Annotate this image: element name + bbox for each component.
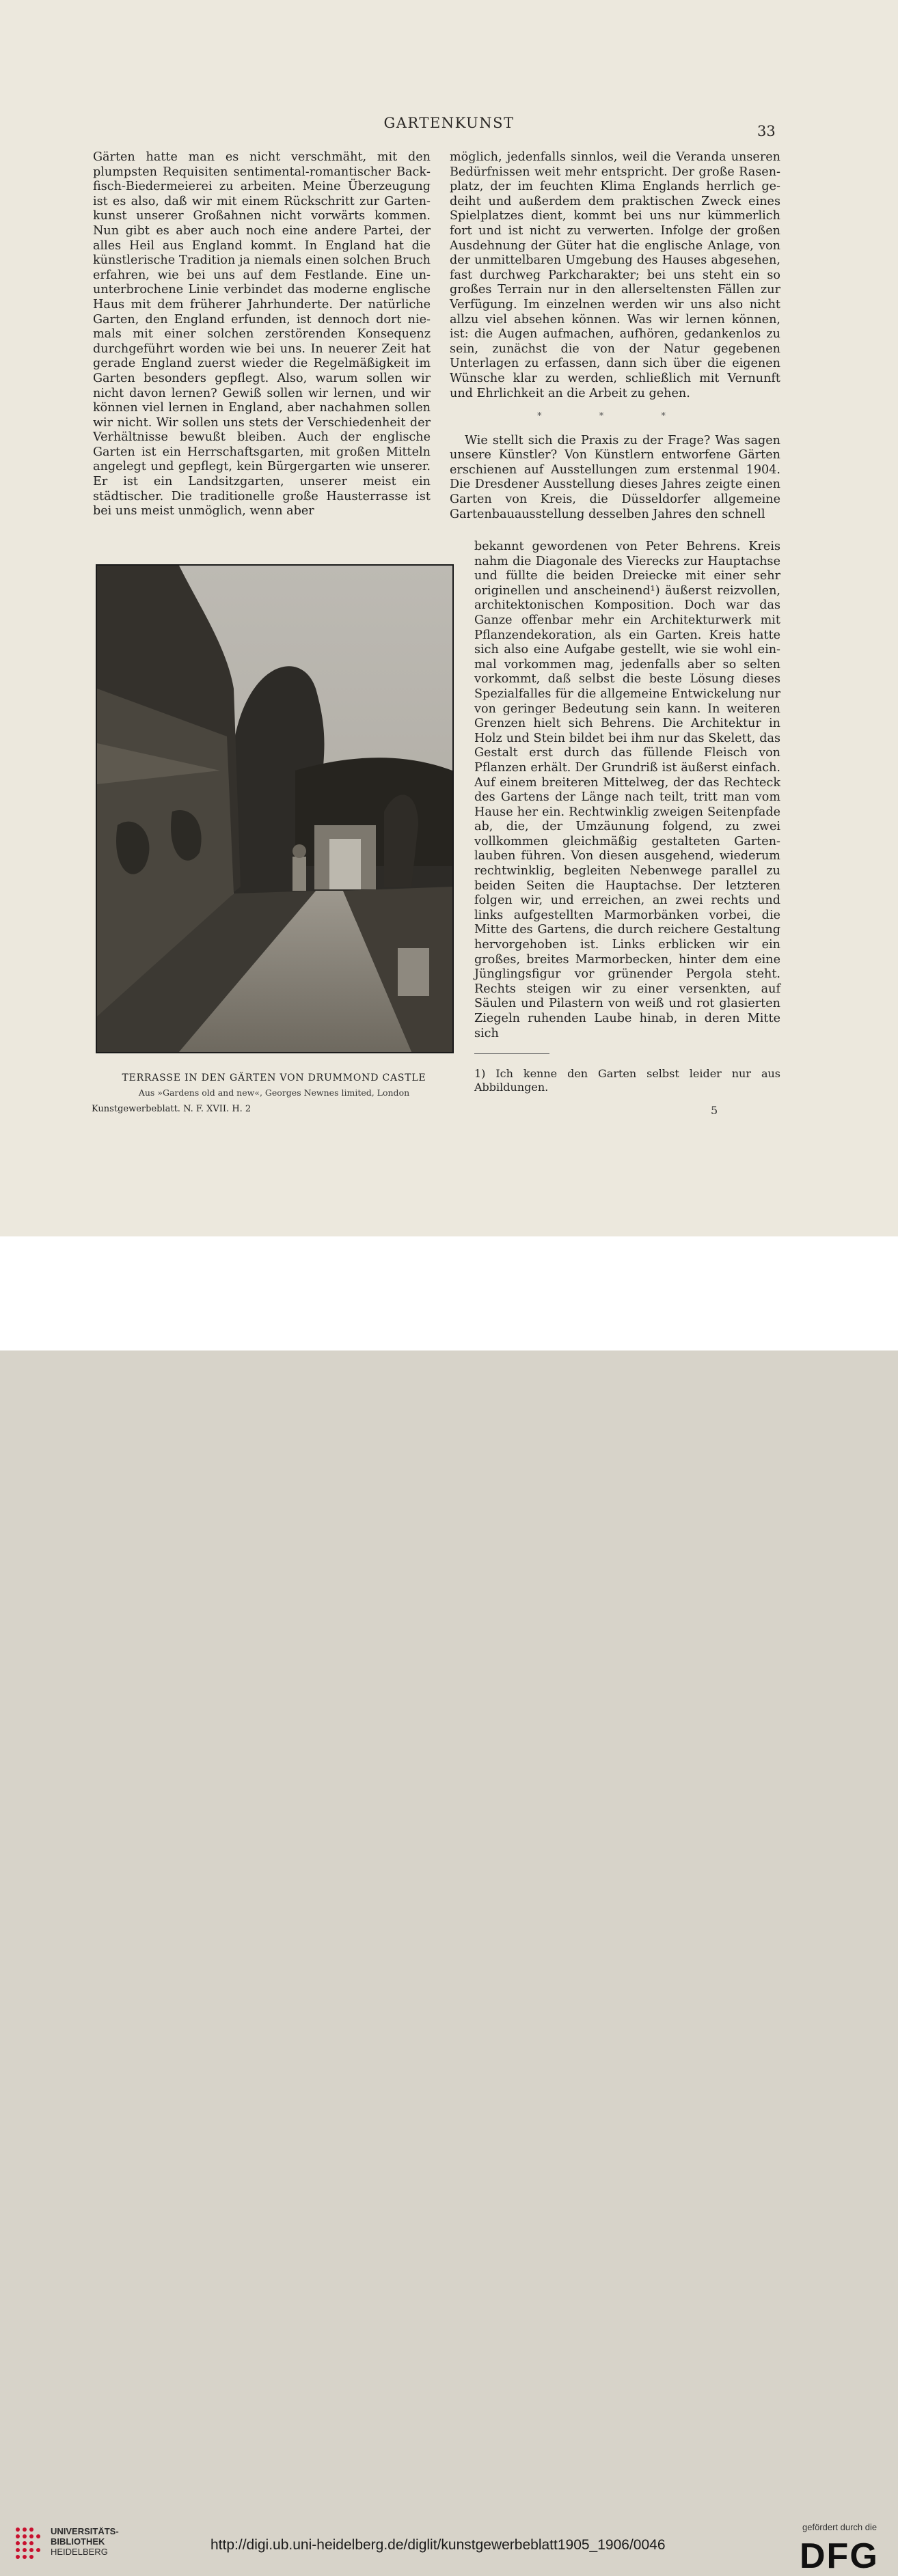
left-text-column xyxy=(93,150,431,519)
library-name-line-2: BIBLIOTHEK xyxy=(51,2536,105,2547)
section-break-asterisks: * * * xyxy=(537,411,693,422)
scanned-page xyxy=(0,0,898,1236)
library-name-line-3: HEIDELBERG xyxy=(51,2547,108,2557)
dfg-logo: DFG xyxy=(800,2536,879,2576)
page-number: 33 xyxy=(757,123,776,139)
right-narrow-text-column xyxy=(474,540,780,1041)
university-library-logo-icon xyxy=(12,2524,45,2566)
right-text-column xyxy=(450,150,780,522)
permalink-url[interactable]: http://digi.ub.uni-heidelberg.de/diglit/kunstgewerbeblatt1905_1906/0046 xyxy=(210,2537,666,2553)
library-name-line-1: UNIVERSITÄTS- xyxy=(51,2526,119,2536)
archway-opening xyxy=(329,839,361,889)
right-column-paragraph-2-continued: bekannt gewordenen von Peter Behrens. Kreis nahm die Diagonale des Vierecks zur Hauptachse und füllte die beiden Dreiecke mit einer sehr originellen und anscheinend¹) äußerst reizvollen, architektonischen Komposition. Doch war das Ganze offenbar mehr ein Architekturwerk mit Pflanzendekoration, als ein Garten. Kreis hatte sich also eine Aufgabe gestellt, wie sie wohl einmal vorkommen mag, jedenfalls aber so selten vorkommt, daß selbst die beste Lösung dieses Spezialfalles für die allgemeine Entwickelung nur von geringer Bedeutung sein kann. In weiteren Grenzen hielt sich Behrens. Die Architektur in Holz und Stein bildet bei ihm nur das Skelett, das Gestalt erst durch das füllende Fleisch von Pflanzen erhält. Der Grundriß ist äußerst einfach. Auf einem breiteren Mittelweg, der das Rechteck des Gartens der Länge nach teilt, tritt man vom Hause her ein. Rechtwinklig zweigen Seitenpfade ab, die, der Umzäunung folgend, zu zwei vollkommen gleichmäßig gestalteten Gartenlauben führen. Von diesen ausgehend, wiederum rechtwinklig, begleiten Nebenwege parallel zu beiden Seiten die Hauptachse. Der letzteren folgen wir, und erreichen, an zwei rechts und links aufgestellten Marmorbänken vorbei, die Mitte des Gartens, die durch reichere Gestaltung hervorgehoben ist. Links erblicken wir ein großes, breites Marmorbecken, hinter dem eine Jünglingsfigur vor grünender Pergola steht. Rechts steigen wir zu einer versenkten, auf Säulen und Pilastern von weiß und rot glasierten Ziegeln ruhenden Laube hinab, in deren Mitte sich xyxy=(474,540,780,1040)
running-head: GARTENKUNST xyxy=(383,115,515,131)
figure-caption-source: Aus »Gardens old and new«, Georges Newnes limited, London xyxy=(138,1088,410,1098)
journal-signature-line: Kunstgewerbeblatt. N. F. XVII. H. 2 xyxy=(92,1104,251,1114)
footnote: 1) Ich kenne den Garten selbst leider nur aus Abbildungen. xyxy=(474,1067,780,1094)
garden-terrace-photograph xyxy=(96,564,454,1053)
right-column-paragraph-1: möglich, jedenfalls sinnlos, weil die Veranda unseren Bedürfnissen weit mehr entspricht. Der große Rasenplatz, der im feuchten Klima Englands herrlich gedeiht und außerdem dem praktischen Zweck eines Spielplatzes dient, kommt bei uns nur kümmerlich fort und ist nicht zu verwerten. Infolge der großen Ausdehnung der Güter hat die englische Anlage, von der unmittelbaren Umgebung des Hauses abgesehen, fast durchweg Parkcharakter; bei uns steht ein so großes Terrain nur in den allerseltensten Fällen zur Verfügung. Im einzelnen werden wir uns also nicht allzu viel absehen können. Was wir lernen können, ist: die Augen aufmachen, aufhören, gedankenlos zu sein, zunächst die von der Natur gegebenen Unterlagen zu erfassen, dann sich über die eigenen Wünsche klar zu werden, schließlich mit Vernunft und Ehrlichkeit an die Arbeit zu gehen. xyxy=(450,150,780,400)
photograph-illustration xyxy=(97,566,452,1052)
figure-caption-title: TERRASSE IN DEN GÄRTEN VON DRUMMOND CASTLE xyxy=(122,1072,426,1083)
library-name xyxy=(51,2526,119,2557)
statue-pedestal xyxy=(292,857,306,891)
sheet-number: 5 xyxy=(711,1104,718,1117)
left-column-paragraph: Gärten hatte man es nicht verschmäht, mit den plumpsten Requisiten sentimental-romantischer Backfisch-Biedermeierei zu arbeiten. Meine Überzeugung ist es also, daß wir mit einem Rückschritt zur Gartenkunst unserer Großahnen nicht vorwärts kommen. Nun gibt es aber auch noch eine andere Partei, der alles Heil aus England kommt. In England hat die künstlerische Tradition ja niemals einen solchen Bruch erfahren, wie bei uns auf dem Festlande. Eine ununterbrochene Linie verbindet das moderne englische Haus mit dem früherer Jahrhunderte. Der natürliche Garten, den England erfunden, ist dennoch dort niemals mit einer solchen zerstörenden Konsequenz durchgeführt worden wie bei uns. In neuerer Zeit hat gerade England zuerst wieder die Regelmäßigkeit im Garten besonders gepflegt. Also, warum sollen wir nicht davon lernen? Gewiß sollen wir lernen, und wir können viel lernen in England, aber nachahmen sollen wir nicht. Wir sollen uns stets der Verschiedenheit der Verhältnisse bewußt bleiben. Auch der englische Garten ist ein Herrschaftsgarten, mit großen Mitteln angelegt und gepflegt, kein Bürgergarten wie unserer. Er ist ein Landsitzgarten, unserer meist ein städtischer. Die traditionelle große Hausterrasse ist bei uns meist unmöglich, wenn aber xyxy=(93,150,431,518)
footnote-divider xyxy=(474,1053,549,1054)
funding-caption: gefördert durch die xyxy=(802,2522,877,2532)
right-column-paragraph-2: Wie stellt sich die Praxis zu der Frage? Was sagen unsere Künstler? Von Künstlern entworfene Gärten erschienen auf Ausstellungen zum erstenmal 1904. Die Dresdener Ausstellung dieses Jahres zeigte einen Garten von Kreis, die Düsseldorfer allgemeine Gartenbauausstellung desselben Jahres den schnell xyxy=(450,433,780,521)
bust-statue xyxy=(292,844,306,858)
stone-urn xyxy=(398,948,429,996)
digitization-footer xyxy=(0,1236,898,2576)
